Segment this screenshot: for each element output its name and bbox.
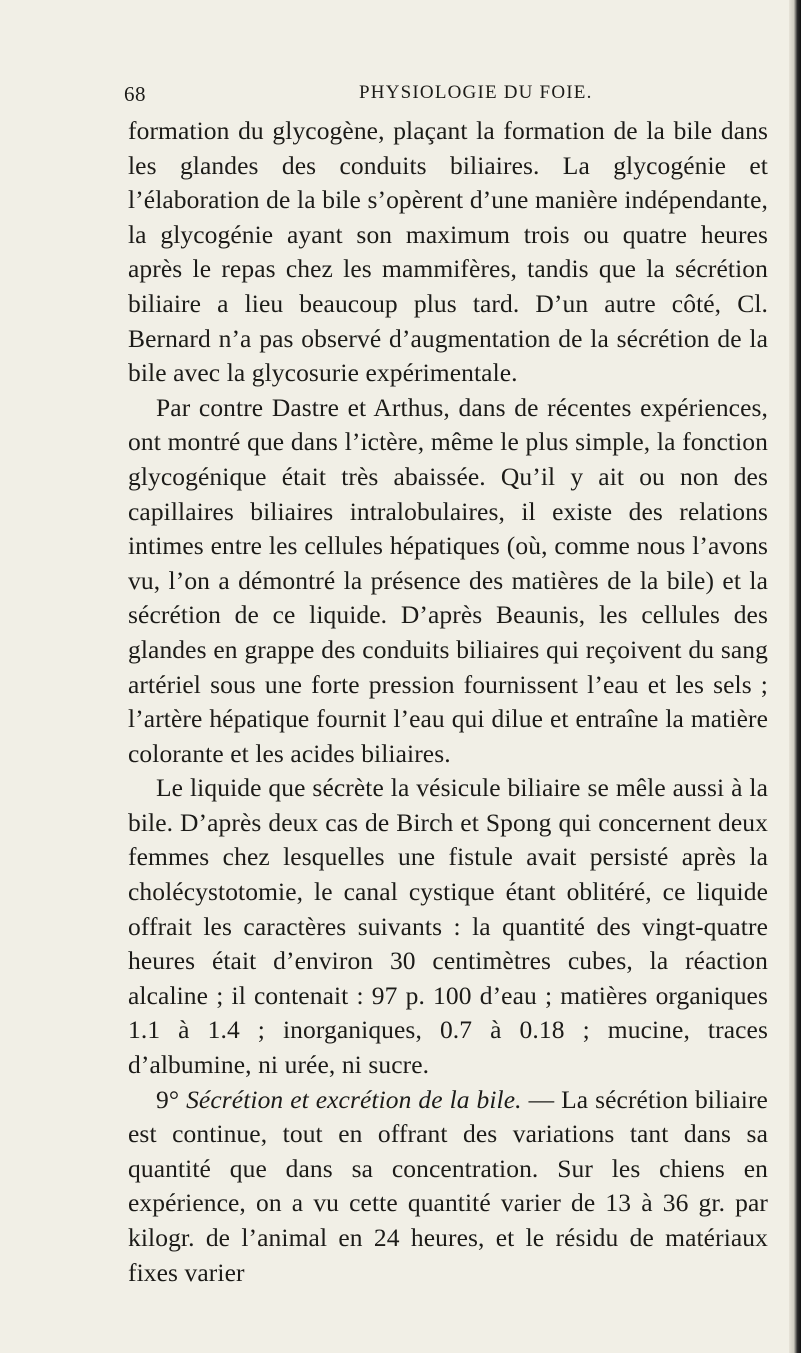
section-9-paragraph [128, 1083, 768, 1291]
section-dash: — [528, 1084, 555, 1114]
page-edge-shadow [789, 0, 801, 1353]
body-text [128, 114, 768, 1290]
page-header [124, 82, 764, 112]
section-text: La sécrétion biliaire est continue, tout en offrant des variations tant dans sa quantité que dans sa concentration. Sur les chiens en expérience, on a vu cette quantité varier de 13 à 36 gr. par kilogr. de l’animal en 24 heures, et le résidu de matériaux fixes varier [128, 1084, 768, 1287]
page-number: 68 [124, 82, 146, 106]
paragraph-3: Le liquide que sécrète la vésicule biliaire se mêle aussi à la bile. D’après deux cas de Birch et Spong qui concernent deux femmes chez lesquelles une fistule avait persisté après la cholécystotomie, le canal cystique étant oblitéré, ce liquide offrait les caractères suivants : la quantité des vingt-quatre heures était d’environ 30 centimètres cubes, la réaction alcaline ; il contenait : 97 p. 100 d’eau ; matières organiques 1.1 à 1.4 ; inorganiques, 0.7 à 0.18 ; mucine, traces d’albumine, ni urée, ni sucre. [128, 773, 768, 1080]
paragraph-1: formation du glycogène, plaçant la formation de la bile dans les glandes des conduits biliaires. La glycogénie et l’élaboration de la bile s’opèrent d’une manière indépendante, la glycogénie ayant son maximum trois ou quatre heures après le repas chez les mammifères, tandis que la sécrétion biliaire a lieu beaucoup plus tard. D’un autre côté, Cl. Bernard n’a pas observé d’augmentation de la sécrétion de la bile avec la glycosurie expérimentale. [128, 116, 768, 388]
section-heading: Sécrétion et excrétion de la bile. [186, 1084, 522, 1114]
running-title: PHYSIOLOGIE DU FOIE. [359, 82, 593, 103]
paragraph-2: Par contre Dastre et Arthus, dans de récentes expériences, ont montré que dans l’ictère, même le plus simple, la fonction glycogénique était très abaissée. Qu’il y ait ou non des capillaires biliaires intralobulaires, il existe des relations intimes entre les cellules hépatiques (où, comme nous l’avons vu, l’on a démontré la présence des matières de la bile) et la sécrétion de ce liquide. D’après Beaunis, les cellules des glandes en grappe des conduits biliaires qui reçoivent du sang artériel sous une forte pression fournissent l’eau et les sels ; l’artère hépatique fournit l’eau qui dilue et entraîne la matière colorante et les acides biliaires. [128, 392, 768, 768]
section-number: 9° [156, 1084, 180, 1114]
